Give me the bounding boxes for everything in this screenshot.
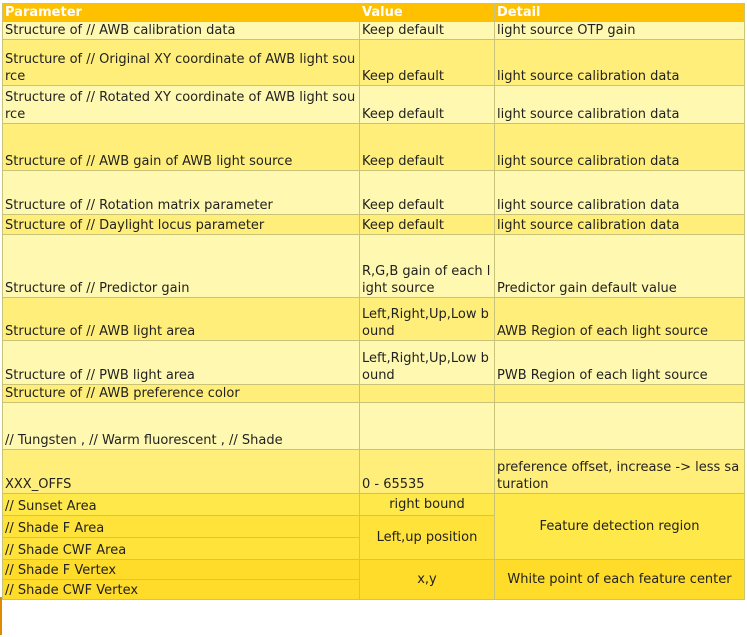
cell-detail: light source calibration data (495, 40, 745, 86)
table-row (3, 124, 745, 171)
cell-detail: light source OTP gain (495, 22, 745, 40)
cell-value: Left,Right,Up,Low bound (360, 341, 495, 385)
cell-detail: AWB Region of each light source (495, 298, 745, 341)
header-parameter: Parameter (3, 4, 360, 22)
table-row (3, 385, 745, 403)
cell-parameter: Structure of // Daylight locus parameter (3, 215, 360, 235)
cell-value-merged: Left,up position (360, 516, 495, 560)
table-row (3, 215, 745, 235)
cell-parameter: Structure of // AWB gain of AWB light source (3, 124, 360, 171)
cell-parameter: Structure of // Predictor gain (3, 235, 360, 298)
cell-value: 0 - 65535 (360, 450, 495, 494)
table-row (3, 86, 745, 124)
header-detail: Detail (495, 4, 745, 22)
cell-detail: light source calibration data (495, 86, 745, 124)
table-row (3, 403, 745, 450)
cell-detail (495, 403, 745, 450)
cell-value (360, 385, 495, 403)
cell-parameter: // Shade CWF Area (3, 538, 360, 560)
cell-parameter: Structure of // AWB preference color (3, 385, 360, 403)
cell-value: Keep default (360, 86, 495, 124)
cell-detail: light source calibration data (495, 124, 745, 171)
table-row (3, 450, 745, 494)
cell-value (360, 403, 495, 450)
cell-value-merged: x,y (360, 560, 495, 600)
cell-parameter: // Shade CWF Vertex (3, 580, 360, 600)
table-row (3, 22, 745, 40)
cell-value: Keep default (360, 215, 495, 235)
cell-parameter: Structure of // AWB calibration data (3, 22, 360, 40)
cell-detail (495, 385, 745, 403)
cell-value: Keep default (360, 171, 495, 215)
table-row (3, 494, 745, 516)
cell-value: right bound (360, 494, 495, 516)
table-header-row (3, 4, 745, 22)
cell-parameter: Structure of // PWB light area (3, 341, 360, 385)
cell-parameter: Structure of // Original XY coordinate of AWB light source (3, 40, 360, 86)
cell-value: R,G,B gain of each light source (360, 235, 495, 298)
cell-value: Keep default (360, 124, 495, 171)
cell-detail: light source calibration data (495, 215, 745, 235)
header-value: Value (360, 4, 495, 22)
awb-parameter-table (2, 3, 745, 600)
cell-detail: light source calibration data (495, 171, 745, 215)
cell-detail: Predictor gain default value (495, 235, 745, 298)
cell-parameter: Structure of // AWB light area (3, 298, 360, 341)
cell-parameter: Structure of // Rotation matrix parameter (3, 171, 360, 215)
cell-value: Keep default (360, 22, 495, 40)
table-row (3, 560, 745, 580)
cell-value: Left,Right,Up,Low bound (360, 298, 495, 341)
cell-parameter: Structure of // Rotated XY coordinate of AWB light source (3, 86, 360, 124)
cell-detail: preference offset, increase -> less saturation (495, 450, 745, 494)
table-row (3, 40, 745, 86)
table-row (3, 235, 745, 298)
row-edge-marker (0, 597, 2, 635)
cell-value: Keep default (360, 40, 495, 86)
cell-parameter: XXX_OFFS (3, 450, 360, 494)
cell-parameter: // Shade F Area (3, 516, 360, 538)
table-row (3, 341, 745, 385)
table-row (3, 298, 745, 341)
cell-parameter: // Shade F Vertex (3, 560, 360, 580)
cell-detail: PWB Region of each light source (495, 341, 745, 385)
cell-parameter: // Tungsten , // Warm fluorescent , // Shade (3, 403, 360, 450)
cell-detail-merged: Feature detection region (495, 494, 745, 560)
cell-detail-merged: White point of each feature center (495, 560, 745, 600)
table-row (3, 171, 745, 215)
cell-parameter: // Sunset Area (3, 494, 360, 516)
